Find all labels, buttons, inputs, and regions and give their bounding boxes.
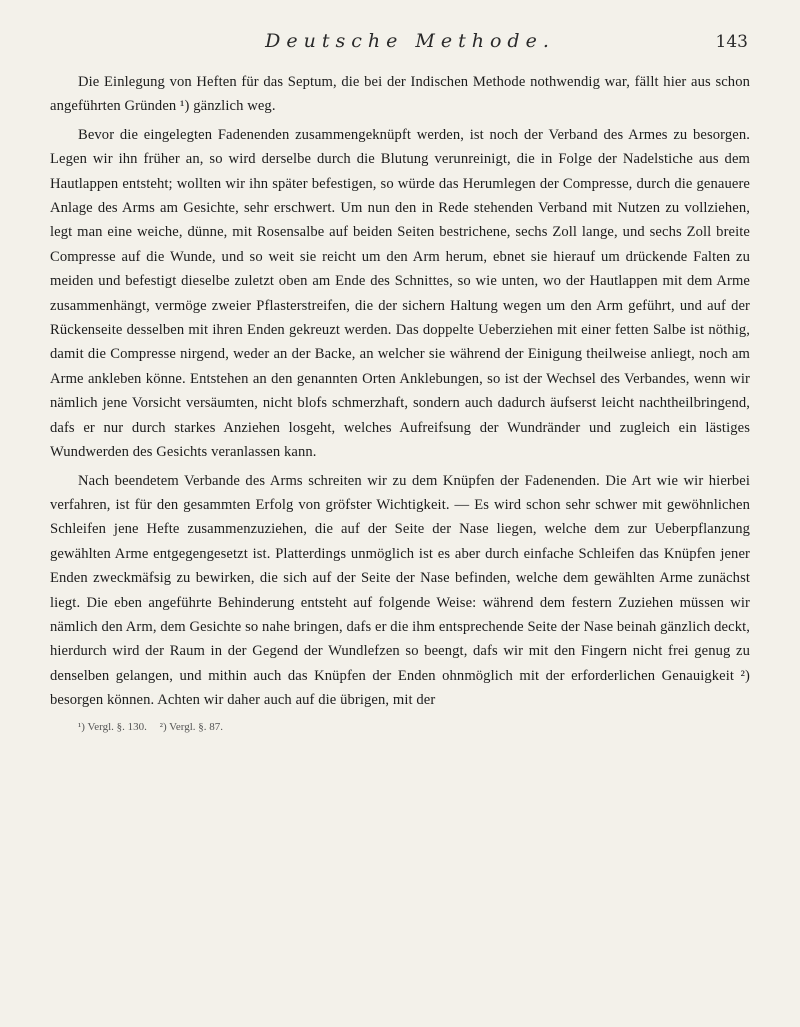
body-text (50, 70, 750, 713)
book-page (50, 30, 750, 1000)
paragraph: Bevor die eingelegten Fadenenden zusammengeknüpft werden, ist noch der Verband des Armes zu besorgen. Legen wir ihn früher an, so wird derselbe durch die Blutung verunreinigt, die in Folge der Nadelstiche aus dem Hautlappen entsteht; wollten wir ihn später befestigen, so würde das Herumlegen der Compresse, durch die genauere Anlage des Arms am Gesichte, sehr erschwert. Um nun den in Rede stehenden Verband mit Nutzen zu vollziehen, legt man eine weiche, dünne, mit Rosensalbe auf beiden Seiten bestrichene, sechs Zoll lange, und sechs Zoll breite Compresse auf die Wunde, und so weit sie reicht um den Arm herum, ebnet sie hierauf um drückende Falten zu meiden und befestigt dieselbe zuletzt oben am Ende des Schnittes, so wie unten, wo der Hautlappen mit dem Arme zusammenhängt, vermöge zweier Pflasterstreifen, die der sichern Haltung wegen um den Arm geführt, und auf der Rückenseite desselben mit ihren Enden gekreuzt werden. Das doppelte Ueberziehen mit einer fetten Salbe ist nöthig, damit die Compresse nirgend, weder an der Backe, an welcher sie während der Einigung theilweise anliegt, noch am Arme ankleben könne. Entstehen an den genannten Orten Anklebungen, so ist der Wechsel des Verbandes, wenn wir nämlich jene Vorsicht versäumten, nicht blofs schmerzhaft, sondern auch dadurch äufserst leicht nachtheilbringend, dafs er nur durch starkes Anziehen losgeht, welches Aufreifsung der Wundränder und zugleich ein lästiges Wundwerden des Gesichts veranlassen kann. (50, 126, 750, 461)
running-title: Deutsche Methode. (265, 30, 555, 52)
paragraph: Nach beendetem Verbande des Arms schreiten wir zu dem Knüpfen der Fadenenden. Die Art wie wir hierbei verfahren, ist für den gesammten Erfolg von gröfster Wichtigkeit. — Es wird schon sehr schwer mit gewöhnlichen Schleifen jene Hefte zusammenzuziehen, die auf der Seite der Nase liegen, welche dem zur Ueberpflanzung gewählten Arme entgegengesetzt ist. Platterdings unmöglich ist es aber durch einfache Schleifen das Knüpfen jener Enden zweckmäfsig zu bewirken, die sich auf der Seite der Nase befinden, welche dem gewählten Arme zunächst liegt. Die eben angeführte Behinderung entsteht auf folgende Weise: während dem festern Zuziehen müssen wir nämlich den Arm, dem Gesichte so nahe bringen, dafs er die ihm entsprechende Seite der Nase beinah gänzlich deckt, hierdurch wird der Raum in der Gegend der Wundlefzen so beengt, dafs wir mit den Fingern nicht frei genug zu denselben gelangen, und mithin auch das Knüpfen der Enden ohnmöglich mit der erforderlichen Genauigkeit ²) besorgen können. Achten wir daher auch auf die übrigen, mit der (50, 472, 750, 709)
paragraph: Die Einlegung von Heften für das Septum, die bei der Indischen Methode nothwendig war, fällt hier aus schon angeführten Gründen ¹) gänzlich weg. (50, 74, 750, 115)
running-head (50, 30, 750, 70)
footnote: ¹) Vergl. §. 130. (78, 720, 147, 733)
footnotes (50, 721, 750, 733)
footnote: ²) Vergl. §. 87. (159, 720, 224, 733)
page-number: 143 (715, 32, 748, 52)
